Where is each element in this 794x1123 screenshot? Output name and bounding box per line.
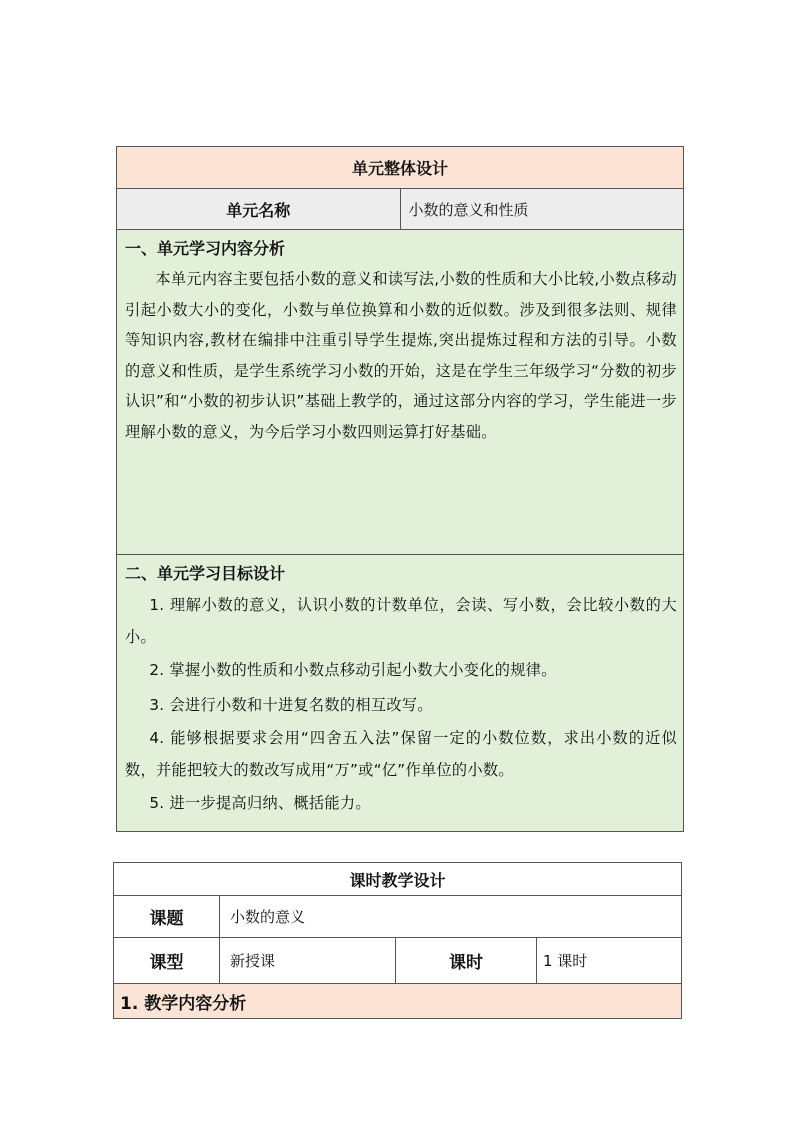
goal-item-4: 4. 能够根据要求会用“四舍五入法”保留一定的小数位数，求出小数的近似数，并能把较大的数改写成用“万”或“亿”作单位的小数。	[125, 729, 677, 779]
goal-item-5: 5. 进一步提高归纳、概括能力。	[149, 794, 371, 812]
goal-item-1: 1. 理解小数的意义，认识小数的计数单位，会读、写小数，会比较小数的大小。	[125, 596, 677, 646]
analysis-text: 本单元内容主要包括小数的意义和读写法,小数的性质和大小比较,小数点移动引起小数大小的变化，小数与单位换算和小数的近似数。涉及到很多法则、规律等知识内容,教材在编排中注重引导学生提炼,突出提炼过程和方法的引导。小数的意义和性质，是学生系统学习小数的开始，这是在学生三年级学习“分数的初步认识”和“小数的初步认识”基础上教学的，通过这部分内容的学习，学生能进一步理解小数的意义，为今后学习小数四则运算打好基础。	[125, 270, 677, 441]
analysis-title: 一、单元学习内容分析	[125, 239, 286, 258]
topic-label: 课题	[114, 896, 220, 938]
unit-goals-cell	[117, 555, 684, 832]
unit-analysis-cell	[117, 230, 684, 555]
period-value: 1 课时	[537, 938, 682, 984]
unit-name-label: 单元名称	[117, 189, 401, 230]
lesson-table-title: 课时教学设计	[114, 863, 682, 896]
unit-name-value: 小数的意义和性质	[400, 189, 684, 230]
lesson-design-table	[113, 862, 682, 1019]
type-value: 新授课	[220, 938, 396, 984]
topic-value: 小数的意义	[220, 896, 682, 938]
teaching-content-section-title: 1. 教学内容分析	[114, 984, 682, 1019]
type-label: 课型	[114, 938, 220, 984]
goals-title: 二、单元学习目标设计	[125, 564, 286, 583]
unit-design-table	[116, 146, 684, 832]
goal-item-3: 3. 会进行小数和十进复名数的相互改写。	[149, 695, 433, 714]
unit-table-title: 单元整体设计	[117, 147, 684, 189]
period-label: 课时	[396, 938, 537, 984]
goal-item-2: 2. 掌握小数的性质和小数点移动引起小数大小变化的规律。	[149, 661, 557, 679]
